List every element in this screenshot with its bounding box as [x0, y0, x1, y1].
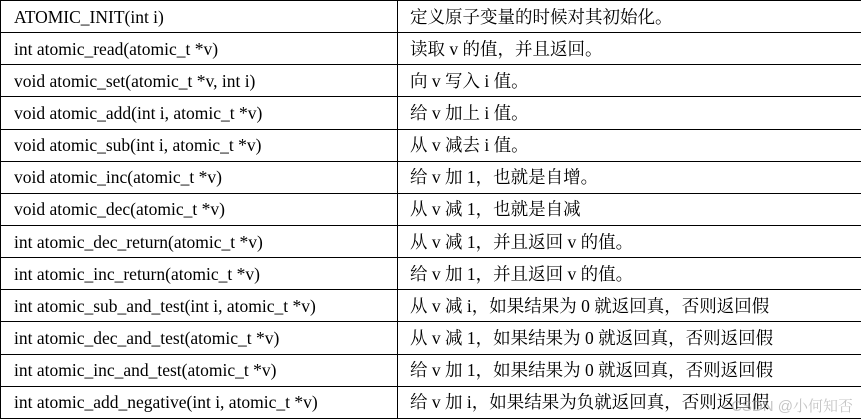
function-cell: int atomic_inc_return(atomic_t *v): [1, 258, 398, 290]
function-cell: ATOMIC_INIT(int i): [1, 1, 398, 33]
description-cell: 给 v 加 1，也就是自增。: [398, 161, 861, 193]
description-cell: 从 v 减去 i 值。: [398, 129, 861, 161]
table-body: [1, 1, 861, 419]
table-row: [1, 354, 861, 386]
description-cell: 给 v 加 1，如果结果为 0 就返回真，否则返回假: [398, 354, 861, 386]
function-cell: int atomic_sub_and_test(int i, atomic_t *v): [1, 290, 398, 322]
function-cell: void atomic_inc(atomic_t *v): [1, 161, 398, 193]
description-cell: 给 v 加 i，如果结果为负就返回真，否则返回假: [398, 386, 861, 418]
function-cell: int atomic_dec_and_test(atomic_t *v): [1, 322, 398, 354]
watermark: CSDN @小何知否: [731, 398, 853, 415]
table-row: [1, 193, 861, 225]
function-cell: void atomic_sub(int i, atomic_t *v): [1, 129, 398, 161]
table-row: [1, 290, 861, 322]
description-cell: 从 v 减 1，也就是自减: [398, 193, 861, 225]
description-cell: 读取 v 的值，并且返回。: [398, 33, 861, 65]
table-row: [1, 33, 861, 65]
description-cell: 给 v 加上 i 值。: [398, 97, 861, 129]
table-row: [1, 129, 861, 161]
function-cell: void atomic_set(atomic_t *v, int i): [1, 65, 398, 97]
description-cell: 向 v 写入 i 值。: [398, 65, 861, 97]
function-cell: int atomic_read(atomic_t *v): [1, 33, 398, 65]
description-cell: 给 v 加 1，并且返回 v 的值。: [398, 258, 861, 290]
table-row: [1, 1, 861, 33]
function-cell: void atomic_dec(atomic_t *v): [1, 193, 398, 225]
table-row: [1, 97, 861, 129]
description-cell: 从 v 减 1，如果结果为 0 就返回真，否则返回假: [398, 322, 861, 354]
function-cell: int atomic_dec_return(atomic_t *v): [1, 225, 398, 257]
table-row: [1, 322, 861, 354]
table-row: [1, 225, 861, 257]
function-cell: int atomic_inc_and_test(atomic_t *v): [1, 354, 398, 386]
table-row: [1, 258, 861, 290]
table-row: [1, 65, 861, 97]
description-cell: 从 v 减 1，并且返回 v 的值。: [398, 225, 861, 257]
function-cell: void atomic_add(int i, atomic_t *v): [1, 97, 398, 129]
function-cell: int atomic_add_negative(int i, atomic_t *v): [1, 386, 398, 418]
description-cell: 从 v 减 i，如果结果为 0 就返回真，否则返回假: [398, 290, 861, 322]
description-cell: 定义原子变量的时候对其初始化。: [398, 1, 861, 33]
table-row: [1, 161, 861, 193]
